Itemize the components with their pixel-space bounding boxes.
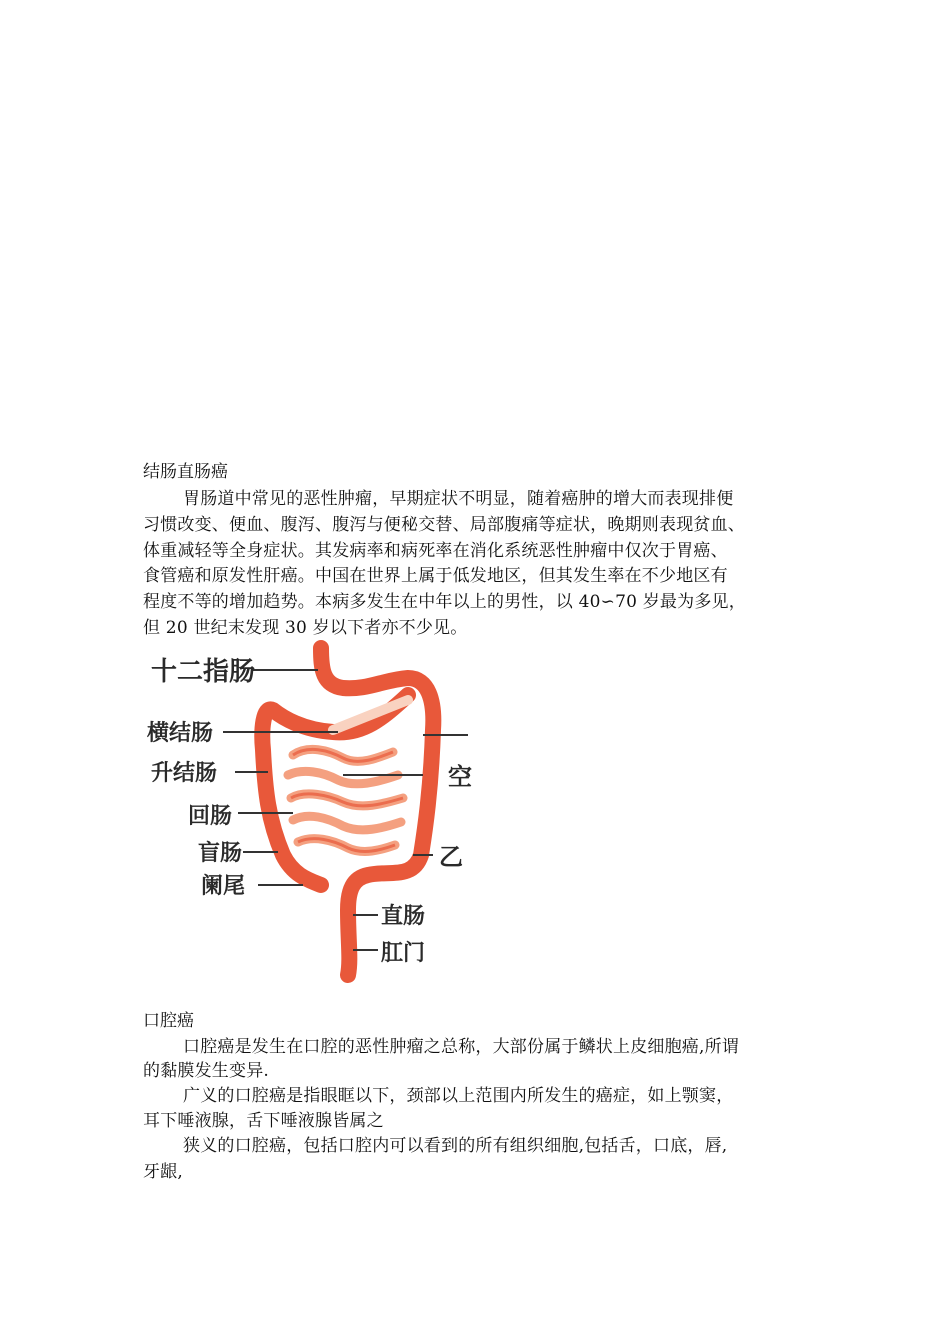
paragraph-line: 广义的口腔癌是指眼眶以下，颈部以上范围内所发生的癌症，如上颚窦， bbox=[183, 1086, 734, 1106]
section-title-oral-cancer: 口腔癌 bbox=[143, 1011, 194, 1031]
label-rectum: 直肠 bbox=[381, 904, 426, 929]
paragraph-line: 但 20 世纪末发现 30 岁以下者亦不少见。 bbox=[143, 618, 468, 638]
paragraph-line: 习惯改变、便血、腹泻、腹泻与便秘交替、局部腹痛等症状，晚期则表现贫血、 bbox=[143, 515, 745, 535]
label-ileum: 回肠 bbox=[188, 804, 233, 829]
label-cecum: 盲肠 bbox=[198, 841, 243, 866]
paragraph-line: 食管癌和原发性肝癌。中国在世界上属于低发地区，但其发生率在不少地区有 bbox=[143, 566, 728, 586]
label-appendix: 阑尾 bbox=[201, 874, 246, 899]
paragraph-line: 的黏膜发生变异. bbox=[143, 1061, 270, 1081]
intestine-diagram bbox=[143, 640, 472, 985]
label-sigmoid: 乙 bbox=[439, 843, 463, 871]
label-transverse-colon: 横结肠 bbox=[147, 721, 214, 746]
label-jejunum: 空 bbox=[448, 763, 472, 791]
paragraph-line: 耳下唾液腺，舌下唾液腺皆属之 bbox=[143, 1111, 384, 1131]
paragraph-line: 狭义的口腔癌，包括口腔内可以看到的所有组织细胞,包括舌，口底，唇, bbox=[183, 1136, 728, 1156]
paragraph-line: 口腔癌是发生在口腔的恶性肿瘤之总称，大部份属于鳞状上皮细胞癌,所谓 bbox=[183, 1037, 740, 1057]
label-anus: 肛门 bbox=[381, 941, 426, 966]
paragraph-line: 牙龈, bbox=[143, 1162, 184, 1182]
paragraph-line: 程度不等的增加趋势。本病多发生在中年以上的男性，以 40∽70 岁最为多见， bbox=[143, 592, 746, 612]
label-duodenum: 十二指肠 bbox=[151, 657, 256, 687]
small-intestine-shape bbox=[288, 749, 403, 851]
section-title-colorectal: 结肠直肠癌 bbox=[143, 462, 228, 482]
colon-shape bbox=[262, 695, 408, 885]
paragraph-line: 体重减轻等全身症状。其发病率和病死率在消化系统恶性肿瘤中仅次于胃癌、 bbox=[143, 541, 728, 561]
label-ascending-colon: 升结肠 bbox=[151, 761, 218, 786]
paragraph-line: 胃肠道中常见的恶性肿瘤，早期症状不明显，随着癌肿的增大而表现排便 bbox=[183, 489, 734, 509]
